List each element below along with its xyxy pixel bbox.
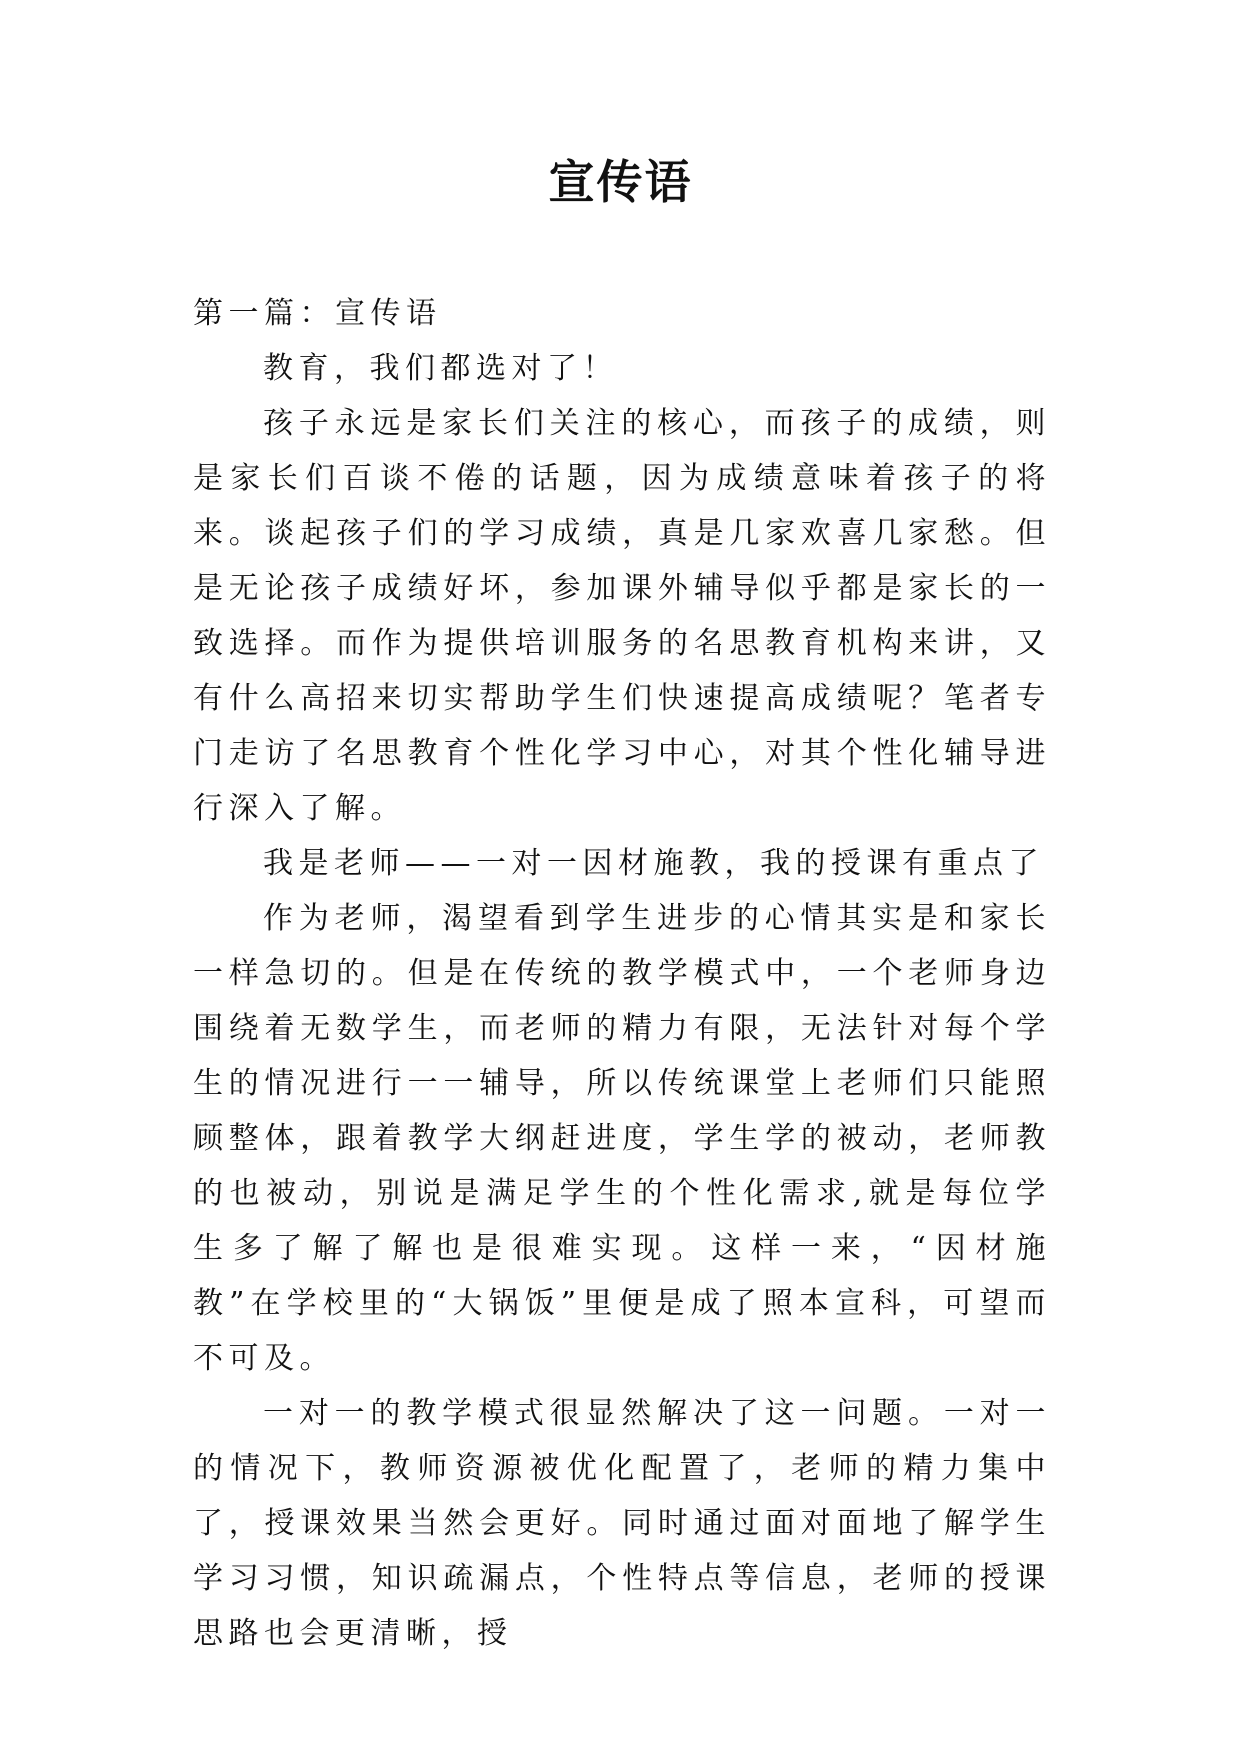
subheading-paragraph: 我是老师——一对一因材施教，我的授课有重点了 <box>263 846 1044 881</box>
document-title: 宣传语 <box>548 155 693 209</box>
section-heading: 第一篇：宣传语 <box>193 296 442 331</box>
subheading-paragraph: 教育，我们都选对了！ <box>263 351 618 386</box>
body-paragraph: 孩子永远是家长们关注的核心，而孩子的成绩，则是家长们百谈不倦的话题，因为成绩意味着孩子的将来。谈起孩子们的学习成绩，真是几家欢喜几家愁。但是无论孩子成绩好坏，参加课外辅导似乎都是家长的一致选择。而作为提供培训服务的名思教育机构来讲，又有什么高招来切实帮助学生们快速提高成绩呢？笔者专门走访了名思教育个性化学习中心，对其个性化辅导进行深入了解。 <box>193 406 1051 826</box>
body-paragraph: 作为老师，渴望看到学生进步的心情其实是和家长一样急切的。但是在传统的教学模式中，一个老师身边围绕着无数学生，而老师的精力有限，无法针对每个学生的情况进行一一辅导，所以传统课堂上老师们只能照顾整体，跟着教学大纲赶进度，学生学的被动，老师教的也被动，别说是满足学生的个性化需求,就是每位学生多了解了解也是很难实现。这样一来，“因材施教”在学校里的“大锅饭”里便是成了照本宣科，可望而不可及。 <box>193 901 1051 1376</box>
body-paragraph: 一对一的教学模式很显然解决了这一问题。一对一的情况下，教师资源被优化配置了，老师的精力集中了，授课效果当然会更好。同时通过面对面地了解学生学习习惯，知识疏漏点，个性特点等信息，老师的授课思路也会更清晰，授 <box>193 1396 1051 1651</box>
document-body <box>193 286 1051 1661</box>
